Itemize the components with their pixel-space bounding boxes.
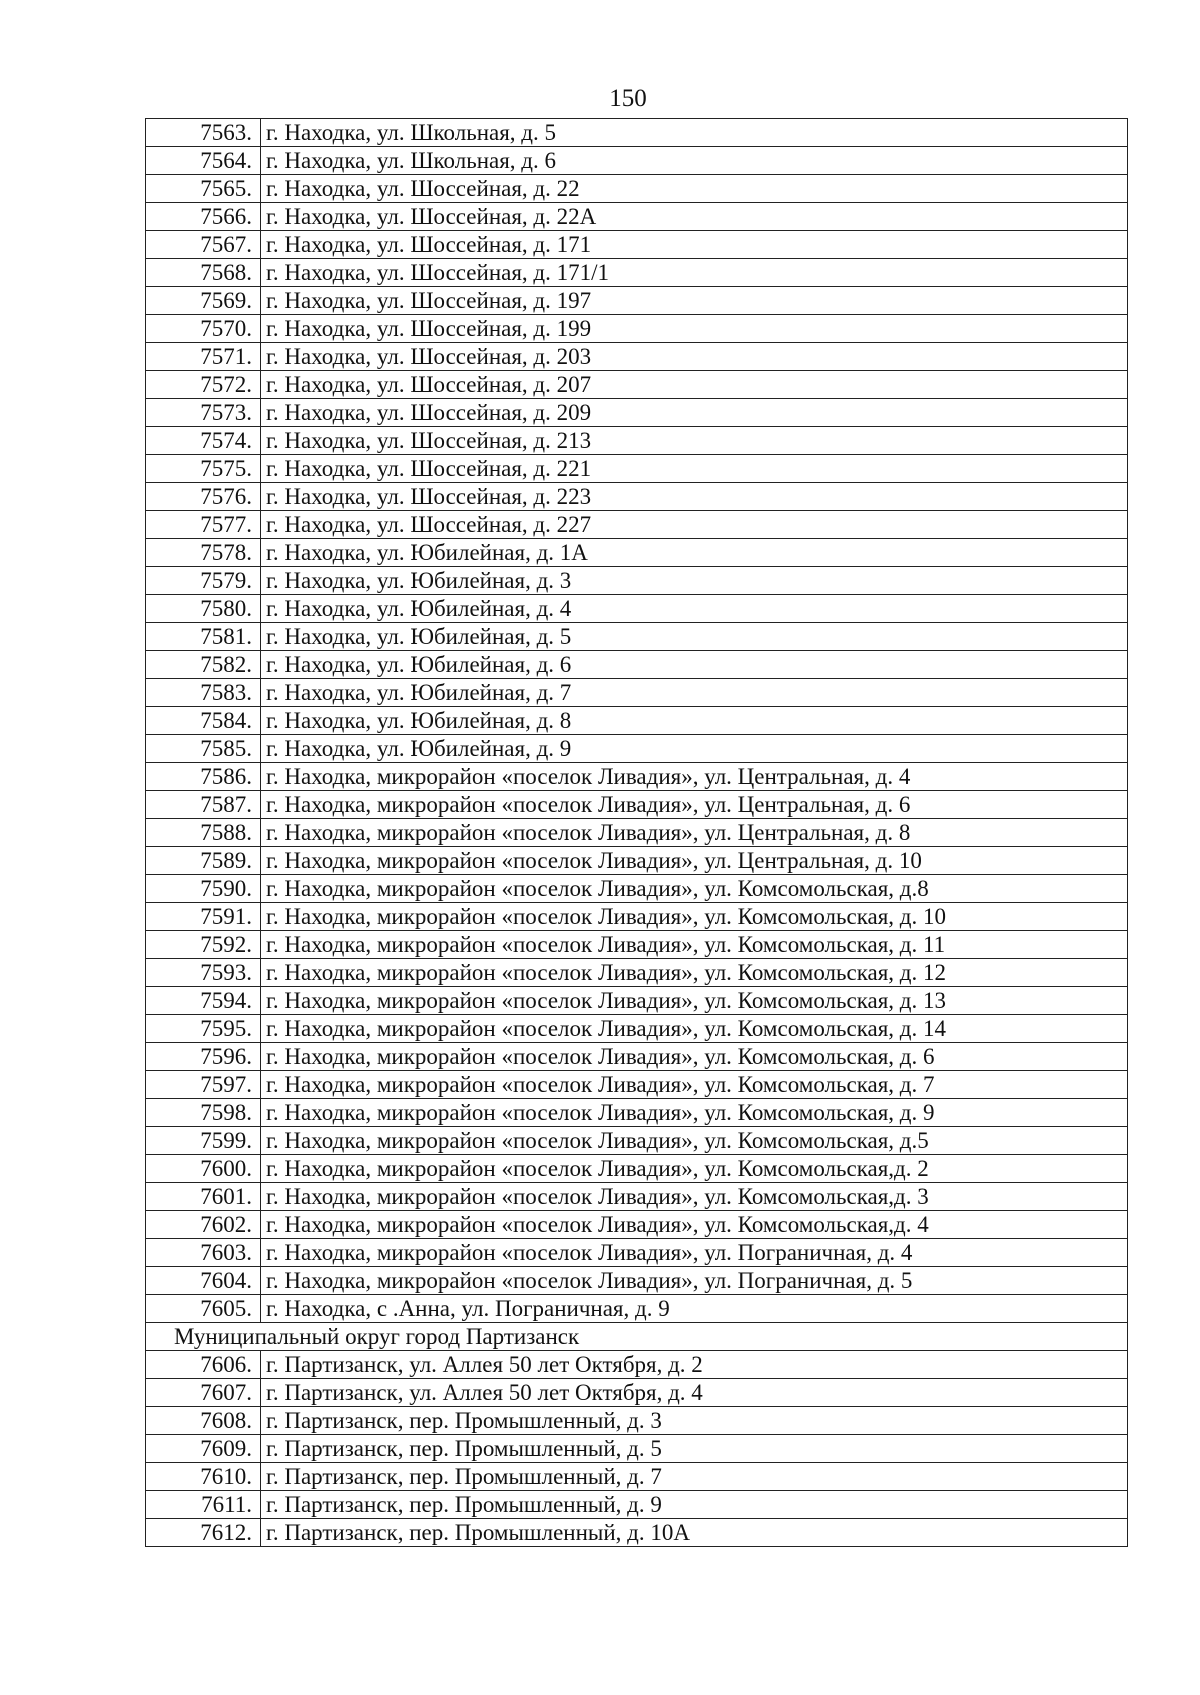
row-number: 7573. <box>146 399 261 427</box>
row-number: 7570. <box>146 315 261 343</box>
table-row <box>146 1071 1128 1099</box>
row-address: г. Находка, микрорайон «поселок Ливадия», ул. Комсомольская, д. 13 <box>261 987 1128 1015</box>
row-address: г. Партизанск, пер. Промышленный, д. 3 <box>261 1407 1128 1435</box>
row-address: г. Находка, микрорайон «поселок Ливадия», ул. Центральная, д. 8 <box>261 819 1128 847</box>
row-number: 7571. <box>146 343 261 371</box>
row-address: г. Находка, микрорайон «поселок Ливадия», ул. Комсомольская, д. 10 <box>261 903 1128 931</box>
row-number: 7588. <box>146 819 261 847</box>
row-number: 7580. <box>146 595 261 623</box>
table-row <box>146 1491 1128 1519</box>
row-address: г. Партизанск, пер. Промышленный, д. 5 <box>261 1435 1128 1463</box>
table-row <box>146 819 1128 847</box>
row-number: 7582. <box>146 651 261 679</box>
row-number: 7606. <box>146 1351 261 1379</box>
row-number: 7581. <box>146 623 261 651</box>
table-row <box>146 427 1128 455</box>
row-address: г. Находка, ул. Шоссейная, д. 227 <box>261 511 1128 539</box>
row-number: 7584. <box>146 707 261 735</box>
address-table <box>145 118 1128 1547</box>
table-row <box>146 1519 1128 1547</box>
row-address: г. Находка, ул. Шоссейная, д. 197 <box>261 287 1128 315</box>
table-row <box>146 1351 1128 1379</box>
row-address: г. Находка, ул. Шоссейная, д. 199 <box>261 315 1128 343</box>
table-row <box>146 399 1128 427</box>
row-address: г. Партизанск, ул. Аллея 50 лет Октября, д. 2 <box>261 1351 1128 1379</box>
row-address: г. Находка, ул. Юбилейная, д. 1А <box>261 539 1128 567</box>
row-address: г. Находка, микрорайон «поселок Ливадия», ул. Комсомольская, д.8 <box>261 875 1128 903</box>
table-row <box>146 987 1128 1015</box>
row-address: г. Находка, микрорайон «поселок Ливадия», ул. Комсомольская,д. 2 <box>261 1155 1128 1183</box>
row-address: г. Находка, микрорайон «поселок Ливадия», ул. Комсомольская, д. 9 <box>261 1099 1128 1127</box>
row-address: г. Находка, микрорайон «поселок Ливадия», ул. Комсомольская, д.5 <box>261 1127 1128 1155</box>
row-number: 7599. <box>146 1127 261 1155</box>
table-row <box>146 1015 1128 1043</box>
table-row <box>146 1155 1128 1183</box>
row-number: 7601. <box>146 1183 261 1211</box>
row-number: 7589. <box>146 847 261 875</box>
row-address: г. Находка, ул. Шоссейная, д. 223 <box>261 483 1128 511</box>
table-body <box>146 119 1128 1547</box>
row-number: 7594. <box>146 987 261 1015</box>
row-address: г. Находка, микрорайон «поселок Ливадия», ул. Комсомольская, д. 11 <box>261 931 1128 959</box>
table-row <box>146 511 1128 539</box>
table-row <box>146 539 1128 567</box>
section-row <box>146 1323 1128 1351</box>
row-address: г. Находка, ул. Юбилейная, д. 6 <box>261 651 1128 679</box>
table-row <box>146 1379 1128 1407</box>
row-address: г. Находка, микрорайон «поселок Ливадия», ул. Комсомольская,д. 3 <box>261 1183 1128 1211</box>
row-number: 7596. <box>146 1043 261 1071</box>
table-row <box>146 735 1128 763</box>
row-address: г. Находка, ул. Шоссейная, д. 213 <box>261 427 1128 455</box>
row-number: 7563. <box>146 119 261 147</box>
row-number: 7567. <box>146 231 261 259</box>
table-row <box>146 1127 1128 1155</box>
table-row <box>146 1435 1128 1463</box>
row-address: г. Находка, ул. Шоссейная, д. 209 <box>261 399 1128 427</box>
row-address: г. Находка, микрорайон «поселок Ливадия», ул. Центральная, д. 10 <box>261 847 1128 875</box>
row-number: 7575. <box>146 455 261 483</box>
table-row <box>146 679 1128 707</box>
row-number: 7597. <box>146 1071 261 1099</box>
row-number: 7602. <box>146 1211 261 1239</box>
row-address: г. Находка, ул. Юбилейная, д. 7 <box>261 679 1128 707</box>
table-row <box>146 1267 1128 1295</box>
row-address: г. Находка, ул. Юбилейная, д. 9 <box>261 735 1128 763</box>
table-row <box>146 287 1128 315</box>
table-row <box>146 1099 1128 1127</box>
row-number: 7595. <box>146 1015 261 1043</box>
row-number: 7569. <box>146 287 261 315</box>
row-number: 7608. <box>146 1407 261 1435</box>
table-row <box>146 791 1128 819</box>
table-row <box>146 903 1128 931</box>
section-title: Муниципальный округ город Партизанск <box>146 1323 1128 1351</box>
row-number: 7577. <box>146 511 261 539</box>
table-row <box>146 455 1128 483</box>
row-number: 7604. <box>146 1267 261 1295</box>
table-row <box>146 1211 1128 1239</box>
table-row <box>146 1043 1128 1071</box>
row-number: 7611. <box>146 1491 261 1519</box>
row-number: 7583. <box>146 679 261 707</box>
table-row <box>146 147 1128 175</box>
table-row <box>146 959 1128 987</box>
table-row <box>146 231 1128 259</box>
table-row <box>146 1183 1128 1211</box>
table-row <box>146 623 1128 651</box>
row-number: 7607. <box>146 1379 261 1407</box>
row-number: 7598. <box>146 1099 261 1127</box>
row-address: г. Находка, ул. Юбилейная, д. 4 <box>261 595 1128 623</box>
row-number: 7593. <box>146 959 261 987</box>
row-number: 7579. <box>146 567 261 595</box>
table-row <box>146 875 1128 903</box>
table-row <box>146 595 1128 623</box>
row-address: г. Находка, ул. Шоссейная, д. 171 <box>261 231 1128 259</box>
row-address: г. Находка, микрорайон «поселок Ливадия», ул. Комсомольская,д. 4 <box>261 1211 1128 1239</box>
row-number: 7564. <box>146 147 261 175</box>
table-row <box>146 343 1128 371</box>
table-row <box>146 1407 1128 1435</box>
row-number: 7587. <box>146 791 261 819</box>
row-address: г. Партизанск, ул. Аллея 50 лет Октября, д. 4 <box>261 1379 1128 1407</box>
row-number: 7609. <box>146 1435 261 1463</box>
table-row <box>146 315 1128 343</box>
row-number: 7600. <box>146 1155 261 1183</box>
table-row <box>146 259 1128 287</box>
row-number: 7578. <box>146 539 261 567</box>
table-row <box>146 763 1128 791</box>
row-number: 7568. <box>146 259 261 287</box>
row-address: г. Находка, ул. Юбилейная, д. 8 <box>261 707 1128 735</box>
row-address: г. Находка, ул. Школьная, д. 6 <box>261 147 1128 175</box>
table-row <box>146 1463 1128 1491</box>
row-address: г. Находка, ул. Шоссейная, д. 22А <box>261 203 1128 231</box>
row-number: 7590. <box>146 875 261 903</box>
row-number: 7565. <box>146 175 261 203</box>
page-number: 150 <box>609 85 647 112</box>
row-number: 7592. <box>146 931 261 959</box>
row-address: г. Находка, ул. Шоссейная, д. 203 <box>261 343 1128 371</box>
row-address: г. Находка, микрорайон «поселок Ливадия», ул. Центральная, д. 6 <box>261 791 1128 819</box>
row-number: 7566. <box>146 203 261 231</box>
row-address: г. Находка, микрорайон «поселок Ливадия», ул. Комсомольская, д. 14 <box>261 1015 1128 1043</box>
row-address: г. Находка, с .Анна, ул. Пограничная, д. 9 <box>261 1295 1128 1323</box>
table-row <box>146 483 1128 511</box>
row-number: 7585. <box>146 735 261 763</box>
row-address: г. Находка, ул. Юбилейная, д. 5 <box>261 623 1128 651</box>
row-address: г. Находка, ул. Юбилейная, д. 3 <box>261 567 1128 595</box>
table-row <box>146 1239 1128 1267</box>
row-address: г. Находка, ул. Шоссейная, д. 207 <box>261 371 1128 399</box>
table-row <box>146 567 1128 595</box>
row-number: 7586. <box>146 763 261 791</box>
table-row <box>146 651 1128 679</box>
table-row <box>146 1295 1128 1323</box>
row-address: г. Находка, микрорайон «поселок Ливадия», ул. Пограничная, д. 5 <box>261 1267 1128 1295</box>
row-number: 7576. <box>146 483 261 511</box>
row-number: 7603. <box>146 1239 261 1267</box>
row-number: 7572. <box>146 371 261 399</box>
row-number: 7605. <box>146 1295 261 1323</box>
table-row <box>146 371 1128 399</box>
row-address: г. Партизанск, пер. Промышленный, д. 9 <box>261 1491 1128 1519</box>
table-row <box>146 203 1128 231</box>
table-row <box>146 847 1128 875</box>
row-address: г. Партизанск, пер. Промышленный, д. 7 <box>261 1463 1128 1491</box>
row-number: 7591. <box>146 903 261 931</box>
row-address: г. Находка, ул. Шоссейная, д. 171/1 <box>261 259 1128 287</box>
table-row <box>146 707 1128 735</box>
table-row <box>146 931 1128 959</box>
row-address: г. Находка, микрорайон «поселок Ливадия», ул. Комсомольская, д. 7 <box>261 1071 1128 1099</box>
row-address: г. Находка, микрорайон «поселок Ливадия», ул. Пограничная, д. 4 <box>261 1239 1128 1267</box>
row-address: г. Находка, микрорайон «поселок Ливадия», ул. Комсомольская, д. 6 <box>261 1043 1128 1071</box>
row-address: г. Находка, ул. Шоссейная, д. 221 <box>261 455 1128 483</box>
table-row <box>146 119 1128 147</box>
row-address: г. Находка, микрорайон «поселок Ливадия», ул. Комсомольская, д. 12 <box>261 959 1128 987</box>
row-address: г. Находка, микрорайон «поселок Ливадия», ул. Центральная, д. 4 <box>261 763 1128 791</box>
table-row <box>146 175 1128 203</box>
row-address: г. Находка, ул. Школьная, д. 5 <box>261 119 1128 147</box>
row-number: 7612. <box>146 1519 261 1547</box>
row-address: г. Партизанск, пер. Промышленный, д. 10А <box>261 1519 1128 1547</box>
row-number: 7574. <box>146 427 261 455</box>
row-address: г. Находка, ул. Шоссейная, д. 22 <box>261 175 1128 203</box>
row-number: 7610. <box>146 1463 261 1491</box>
